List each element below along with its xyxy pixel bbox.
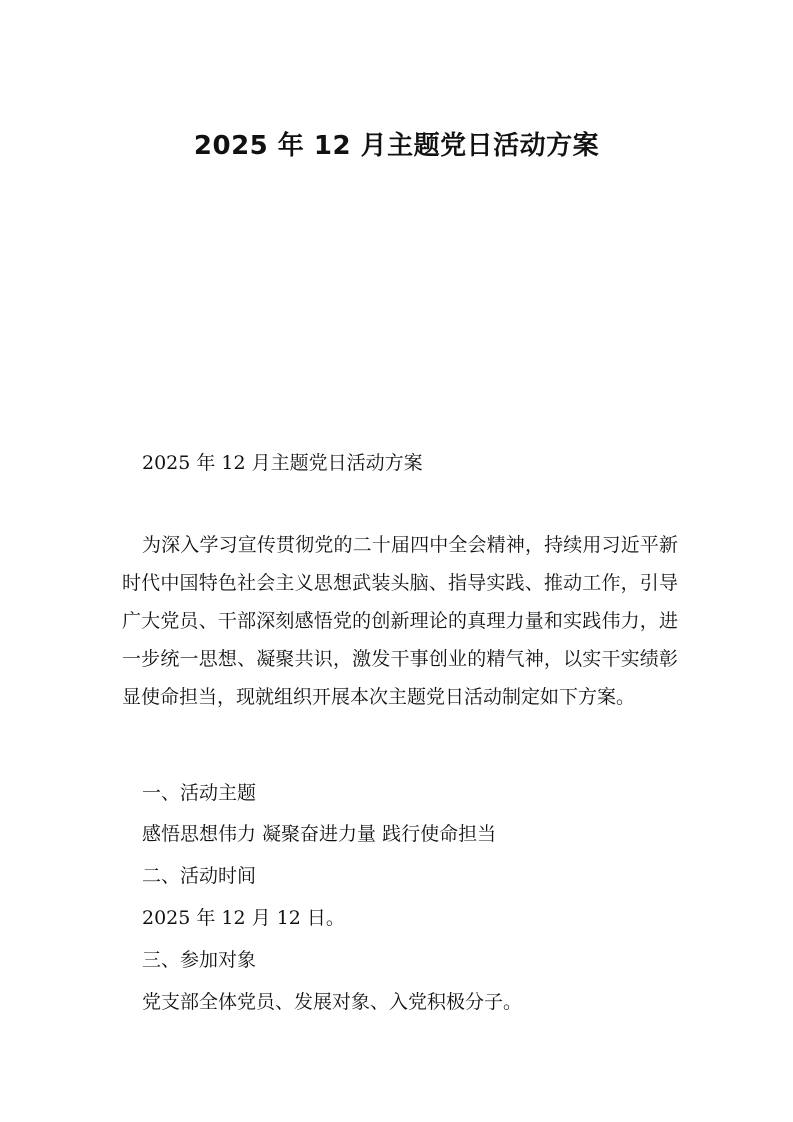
section-content-participants: 党支部全体党员、发展对象、入党积极分子。	[142, 991, 523, 1013]
intro-paragraph: 为深入学习宣传贯彻党的二十届四中全会精神，持续用习近平新时代中国特色社会主义思想武装头脑、指导实践、推动工作，引导广大党员、干部深刻感悟党的创新理论的真理力量和实践伟力，进一步统一思想、凝聚共识，激发干事创业的精气神，以实干实绩彰显使命担当，现就组织开展本次主题党日活动制定如下方案。	[122, 534, 678, 708]
document-subtitle: 2025 年 12 月主题党日活动方案	[142, 452, 423, 474]
section-content-theme: 感悟思想伟力 凝聚奋进力量 践行使命担当	[142, 823, 497, 845]
section-heading-time: 二、活动时间	[142, 865, 257, 887]
section-heading-participants: 三、参加对象	[142, 949, 257, 971]
document-title: 2025 年 12 月主题党日活动方案	[193, 131, 600, 161]
section-content-time: 2025 年 12 月 12 日。	[142, 907, 345, 929]
section-heading-theme: 一、活动主题	[142, 782, 257, 804]
